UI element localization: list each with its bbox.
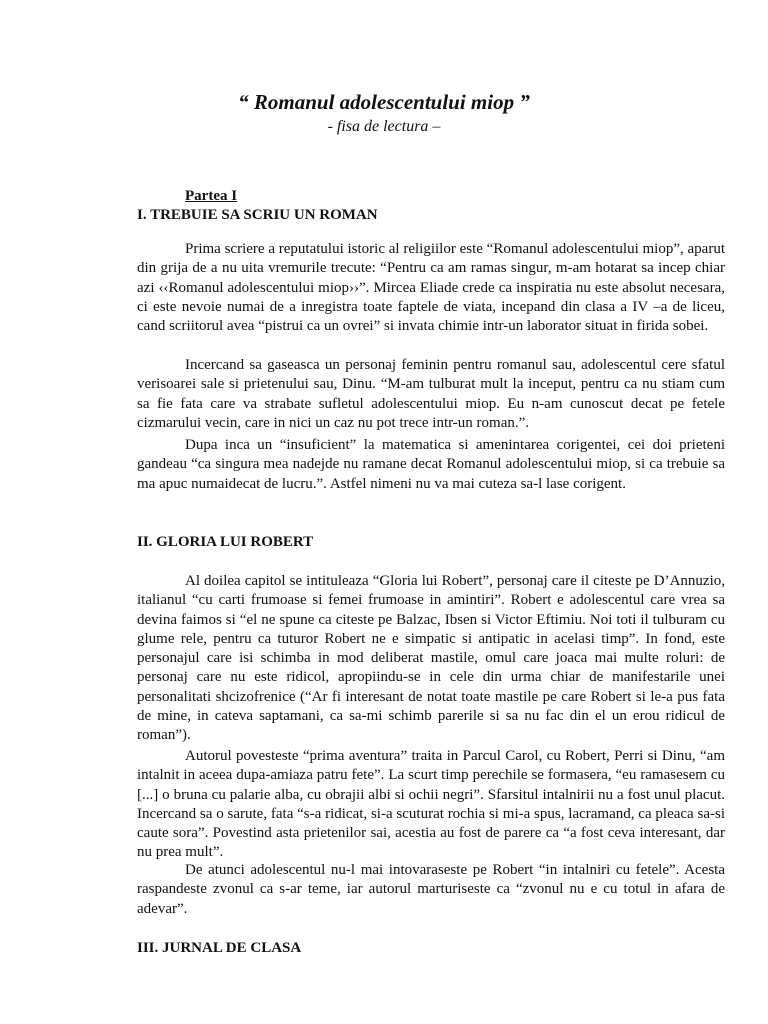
- paragraph: Al doilea capitol se intituleaza “Gloria lui Robert”, personaj care il citeste pe D’Annuzio, italianul “cu carti frumoase si femei frumoase in amintiri”. Robert e adolescentul care vrea sa devina faimos si “el ne spune ca citeste pe Balzac, Ibsen si Victor Eftimiu. Noi toti il tulburam cu glume rele, pentru ca tuturor Robert ne e simpatic si antipatic in acelasi timp”. In fond, este personajul care isi schimba in mod deliberat mastile, omul care joaca mai multe roluri: de personaj care nu este ridicol, apropiindu-se in cele din urma chiar de manifestarile unei personalitati shcizofrenice (“Ar fi interesant de notat toate mastile pe care Robert si le-a pus fata de mine, in cateva saptamani, ca sa-mi schimb parerile si sa nu fac din el un erou ridicul de roman”).: [137, 573, 725, 744]
- paragraph: Autorul povesteste “prima aventura” traita in Parcul Carol, cu Robert, Perri si Dinu, “am intalnit in aceea dupa-amiaza patru fete”. La scurt timp perechile se formasera, “eu ramasesem cu [...] o bruna cu palarie alba, cu obrajii albi si ochii negri”. Sfarsitul intalnirii nu a fost unul placut. Incercand sa o sarute, fata “s-a ridicat, si-a scuturat rochia si mi-a spus, lacramand, ca pleaca sa-si caute sora”. Povestind asta prietenilor sai, acestia au fost de parere ca “a fost ceva interesant, dar nu prea mult”.: [137, 748, 725, 861]
- document-title: “ Romanul adolescentului miop ”: [238, 90, 530, 114]
- paragraph: Dupa inca un “insuficient” la matematica si amenintarea corigentei, cei doi prieteni gandeau “ca singura mea nadejde nu ramane decat Romanul adolescentului miop, si ca trebuie sa ma apuc numaidecat de lucru.”. Astfel nimeni nu va mai cuteza sa-l lase corigent.: [137, 437, 725, 492]
- section-heading-3: III. JURNAL DE CLASA: [137, 940, 302, 956]
- document-subtitle: - fisa de lectura –: [327, 118, 441, 135]
- section-heading-2: II. GLORIA LUI ROBERT: [137, 534, 314, 550]
- paragraph: De atunci adolescentul nu-l mai intovaraseste pe Robert “in intalniri cu fetele”. Acesta raspandeste zvonul ca s-ar teme, iar autorul marturiseste ca “zvonul nu e cu totul in afara de adevar”.: [137, 862, 725, 917]
- paragraph: Prima scriere a reputatului istoric al religiilor este “Romanul adolescentului miop”, aparut din grija de a nu uita vremurile trecute: “Pentru ca am ramas singur, m-am hotarat sa incep chiar azi ‹‹Romanul adolescentului miop››”. Mircea Eliade crede ca inspiratia nu este absolut necesara, ci este nevoie numai de a inregistra toate faptele de viata, incepand din clasa a IV –a de liceu, cand scriitorul avea “pistrui ca un ovrei” si invata chimie intr-un laborator situat in firida sobei.: [137, 241, 725, 335]
- part-label: Partea I: [185, 188, 238, 204]
- section-heading-1: I. TREBUIE SA SCRIU UN ROMAN: [137, 207, 378, 223]
- paragraph: Incercand sa gaseasca un personaj feminin pentru romanul sau, adolescentul cere sfatul verisoarei sale si prietenului sau, Dinu. “M-am tulburat mult la inceput, pentru ca nu stiam cum sa fie fata care va strabate sufletul adolescentului miop. Eu n-am cunoscut decat pe fetele cizmarului vecin, care in nici un caz nu pot trece intr-un roman.”.: [137, 357, 725, 431]
